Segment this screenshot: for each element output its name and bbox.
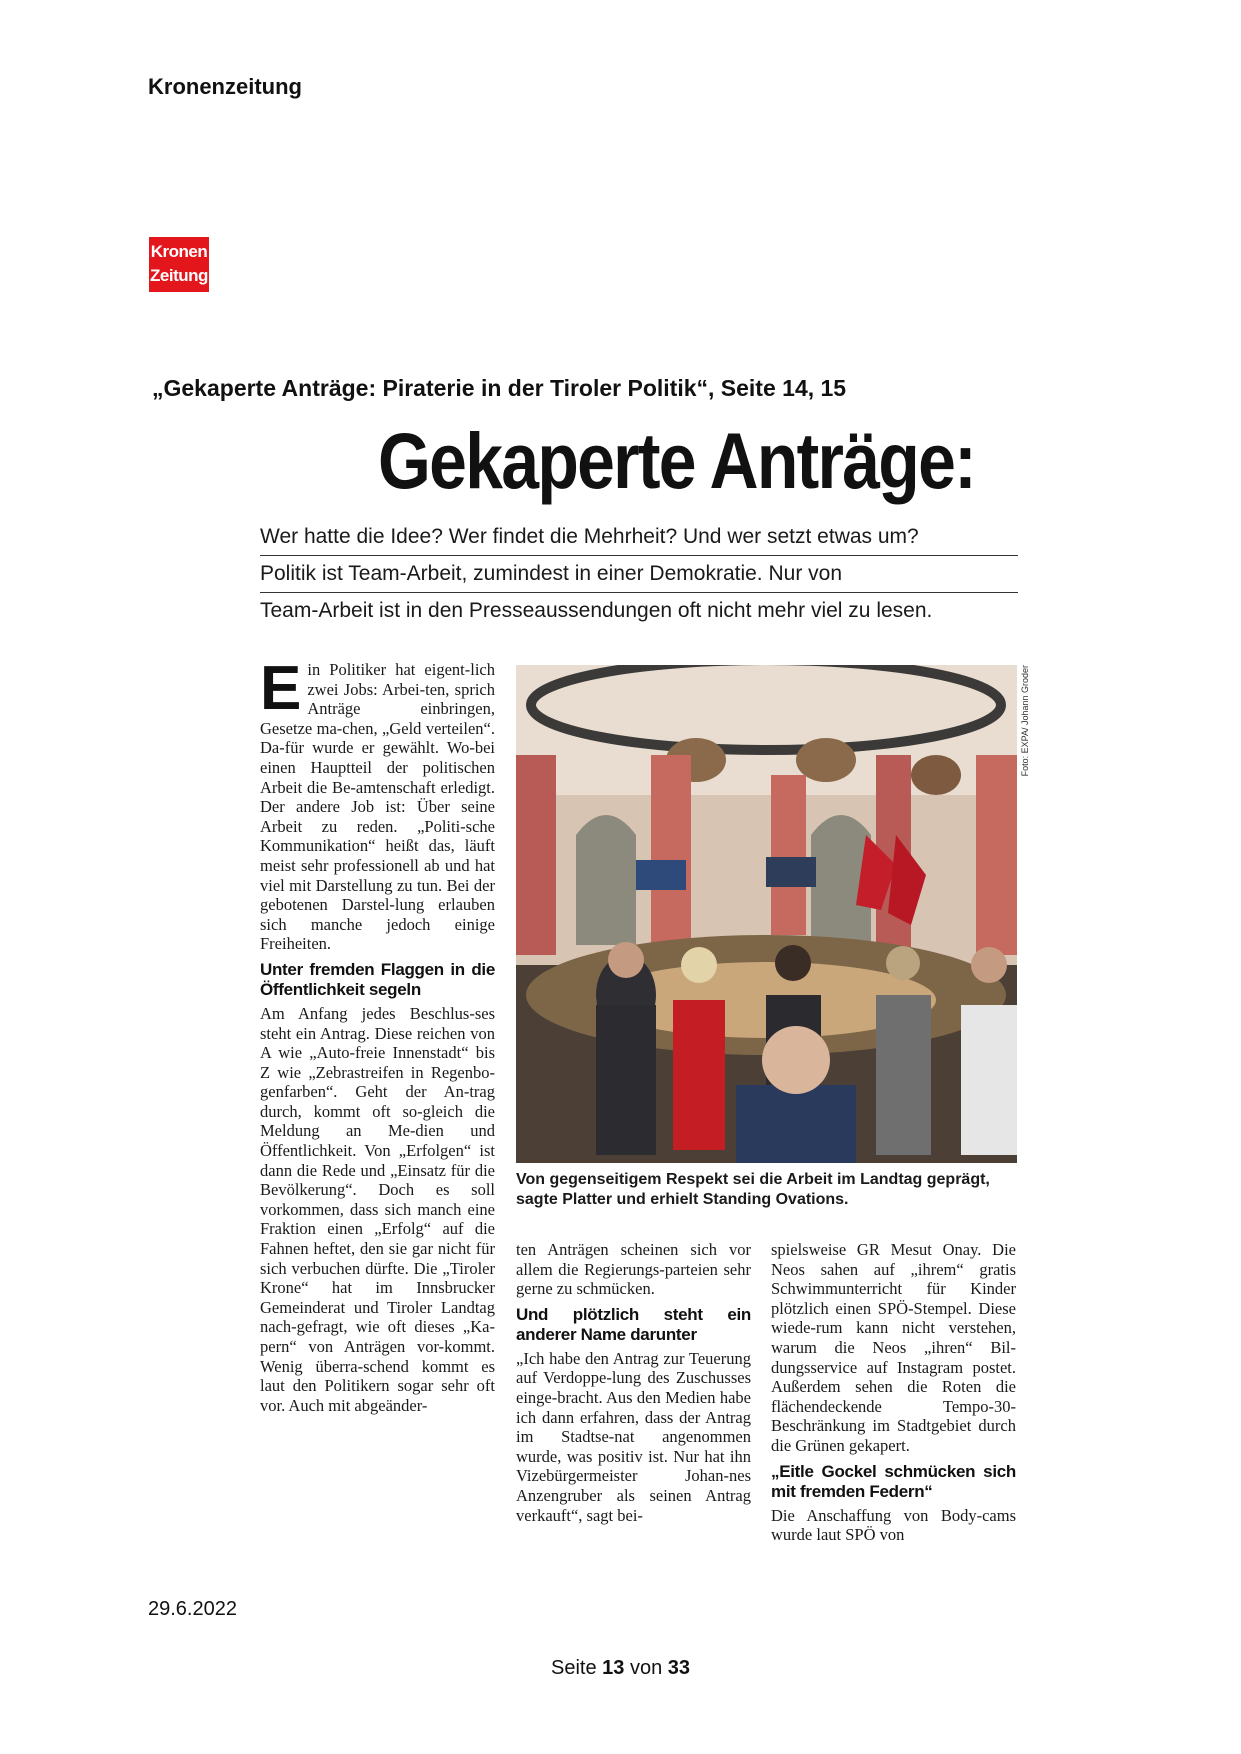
headline: Gekaperte Anträge: <box>378 416 976 505</box>
article-reference: „Gekaperte Anträge: Piraterie in der Tiroler Politik“, Seite 14, 15 <box>152 375 847 401</box>
body-paragraph: Am Anfang jedes Beschlus-ses steht ein Antrag. Diese reichen von A wie „Auto-freie Innenstadt“ bis Z wie „Zebrastreifen in Regenbo-genfarben“. Geht der An-trag durch, kommt oft so-gleich die Meldung an Me-dien und Öffentlichkeit. Von „Erfolgen“ ist dann die Rede und „Einsatz für die Bevölkerung“. Doch es soll vorkommen, dass sich manch eine Fraktion einen „Erfolg“ auf die Fahnen heftet, den sie gar nicht für sich verbuchen dürfte. Die „Tiroler Krone“ hat im Innsbrucker Gemeinderat und Tiroler Landtag nach-gefragt, wie oft dieses „Ka-pern“ von Anträgen vor-kommt. Wenig überra-schend kommt es laut den Politikern sogar sehr oft vor. Auch mit abgeänder- <box>260 1003 495 1415</box>
body-paragraph: „Ich habe den Antrag zur Teuerung auf Verdoppe-lung des Zuschusses einge-bracht. Aus den Medien habe ich dann erfahren, dass der Antrag im Stadtse-nat angenommen wurde, was positiv ist. Nur hat ihn Vizebürgermeister Johan-nes Anzengruber als seinen Antrag verkauft“, sagt bei- <box>516 1348 751 1525</box>
page-prefix: Seite <box>550 1657 597 1679</box>
logo-line-2: Zeitung <box>150 266 208 285</box>
intro-paragraph: in Politiker hat eigent-lich zwei Jobs: Arbei-ten, sprich Anträge einbringen, Gesetze ma-chen, „Geld verteilen“. Da-für wurde er gewählt. Wo-bei einen Hauptteil der politischen Arbeit die Be-amtenschaft erledigt. Der andere Job ist: Über seine Arbeit zu reden. „Politi-sche Kommunikation“ heißt das, läuft meist sehr professionell ab und hat viel mit Darstellung zu tun. Bei der gebotenen Darstel-lung erlauben sich manche jedoch einige Freiheiten. <box>260 660 495 954</box>
lead-line: Politik ist Team-Arbeit, zumindest in einer Demokratie. Nur von <box>260 559 1018 593</box>
article-column-1 <box>260 654 495 1415</box>
photo-credit: Foto: EXPA/ Johann Groder <box>1020 665 1030 777</box>
subheading: „Eitle Gockel schmücken sich mit fremden Federn“ <box>771 1461 1016 1501</box>
body-paragraph: Die Anschaffung von Body-cams wurde laut SPÖ von <box>771 1505 1016 1545</box>
landtag-photo <box>516 665 1017 1163</box>
article-column-3 <box>771 1240 1016 1545</box>
source-name: Kronenzeitung <box>148 74 302 99</box>
subheading: Und plötzlich steht ein anderer Name darunter <box>516 1304 751 1344</box>
drop-cap: E <box>260 654 302 723</box>
kronen-zeitung-logo <box>149 237 209 292</box>
body-paragraph: spielsweise GR Mesut Onay. Die Neos sahen auf „ihrem“ gratis Schwimmunterricht für Kinder plötzlich einen SPÖ-Stempel. Diese wiede-rum kann nicht verstehen, warum die Neos „ihren“ Bil-dungsservice auf Instagram postet. Außerdem sehen die Roten die flächendeckende Tempo-30-Beschränkung im Stadtgebiet durch die Grünen gekapert. <box>771 1240 1016 1455</box>
publication-date: 29.6.2022 <box>148 1598 237 1620</box>
article-column-2 <box>516 1240 751 1525</box>
total-pages: 33 <box>667 1657 691 1679</box>
logo-line-1: Kronen <box>150 242 208 261</box>
lead-line: Wer hatte die Idee? Wer findet die Mehrheit? Und wer setzt etwas um? <box>260 522 1018 556</box>
subheading: Unter fremden Flaggen in die Öffentlichkeit segeln <box>260 959 495 999</box>
photo-caption: Von gegenseitigem Respekt sei die Arbeit im Landtag geprägt, sagte Platter und erhielt Standing Ovations. <box>516 1171 990 1208</box>
lead-line: Team-Arbeit ist in den Presseaussendungen oft nicht mehr viel zu lesen. <box>260 599 933 622</box>
page-separator: von <box>629 1657 663 1679</box>
current-page: 13 <box>602 1657 625 1679</box>
page-counter <box>0 1657 1241 1680</box>
body-paragraph: ten Anträgen scheinen sich vor allem die Regierungs-parteien sehr gerne zu schmücken. <box>516 1240 751 1299</box>
plenary-hall-illustration <box>516 665 1017 1163</box>
